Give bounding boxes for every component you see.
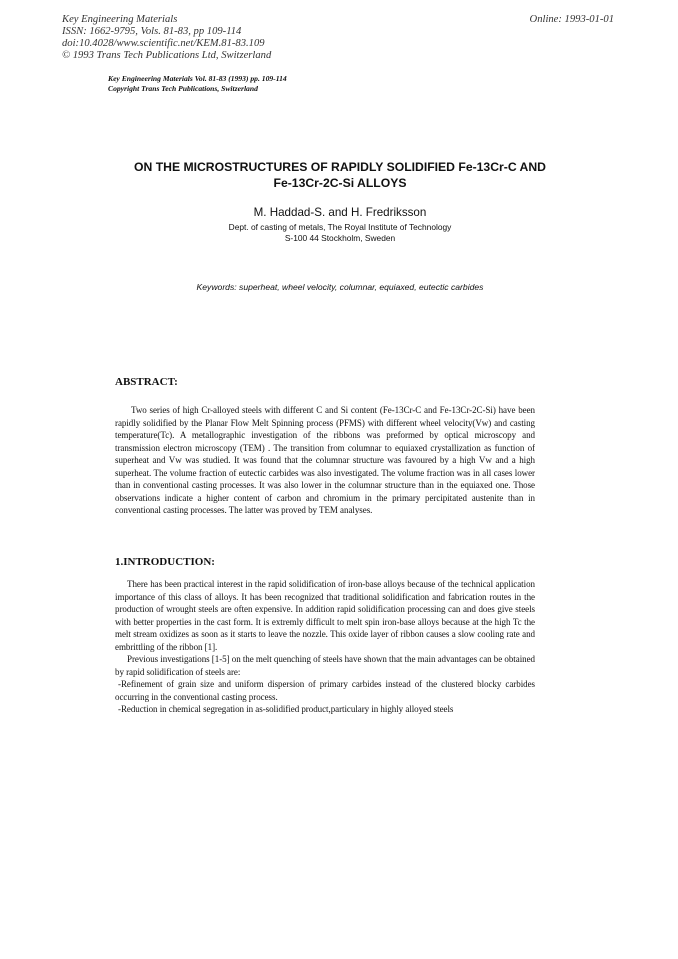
scan-header [108,74,287,94]
affiliation [60,222,620,244]
keywords: Keywords: superheat, wheel velocity, columnar, equiaxed, eutectic carbides [196,282,484,292]
scan-copyright-line: Copyright Trans Tech Publications, Switzerland [108,84,258,93]
paper-title [60,160,620,191]
copyright-line: © 1993 Trans Tech Publications Ltd, Switzerland [62,50,272,61]
affiliation-line-1: Dept. of casting of metals, The Royal Institute of Technology [228,222,452,232]
abstract-heading: ABSTRACT: [115,376,178,388]
publication-info [62,14,271,62]
introduction-list-item-2: -Reduction in chemical segregation in as-solidified product,particulary in highly alloyed steels [118,704,454,715]
introduction-paragraph-1: There has been practical interest in the rapid solidification of iron-base alloys because of the technical application importance of this class of alloys. It has been recognized that traditional solidification and fabrication routes in the production of wrought steels are often expensive. In addition rapid solidification processing can and does give steels with better properties in the cast form. It is extremly difficult to melt spin iron-base alloys because at the high Tc the melt stream oxidizes as soon as it starts to leave the nozzle. This oxide layer of ribbon causes a slow cooling rate and embrittling of the ribbon [1]. [115,579,535,652]
doi-line: doi:10.4028/www.scientific.net/KEM.81-83.109 [62,38,265,49]
introduction-list-item-1: -Refinement of grain size and uniform dispersion of primary carbides instead of the clustered blocky carbides occurring in the conventional casting process. [115,679,535,702]
online-date: Online: 1993-01-01 [529,14,614,25]
authors: M. Haddad-S. and H. Fredriksson [253,206,427,219]
issn-line: ISSN: 1662-9795, Vols. 81-83, pp 109-114 [62,26,242,37]
title-line-2: Fe-13Cr-2C-Si ALLOYS [273,175,407,190]
journal-name: Key Engineering Materials [62,14,178,25]
introduction-paragraph-2: Previous investigations [1-5] on the melt quenching of steels have shown that the main advantages can be obtained by rapid solidification of steels are: [115,654,535,677]
abstract-text: Two series of high Cr-alloyed steels with different C and Si content (Fe-13Cr-C and Fe-13Cr-2C-Si) have been rapidly solidified by the Planar Flow Melt Spinning process (PFMS) with different wheel velocity(Vw) and casting temperature(Tc). A metallographic investigation of the ribbons was preformed by optical microscopy and transmission electron microscopy (TEM) . The transition from columnar to equiaxed crystallization as function of superheat and Vw was studied. It was found that the columnar structure was favoured by a high Vw and a high superheat. The volume fraction of eutectic carbides was also investigated. The volume fraction was in all cases lower than in conventional casting processes. It was also lower in the columnar structure than in the equiaxed one. Those observations indicate a higher content of carbon and chromium in the primary percipitated austenite than in conventional casting processes. The latter was proved by TEM analyses. [115,405,535,516]
introduction-body [115,578,535,716]
scan-citation-line: Key Engineering Materials Vol. 81-83 (1993) pp. 109-114 [108,74,287,83]
introduction-heading: 1.INTRODUCTION: [115,556,215,568]
affiliation-line-2: S-100 44 Stockholm, Sweden [284,233,396,243]
title-line-1: ON THE MICROSTRUCTURES OF RAPIDLY SOLIDIFIED Fe-13Cr-C AND [134,160,546,174]
